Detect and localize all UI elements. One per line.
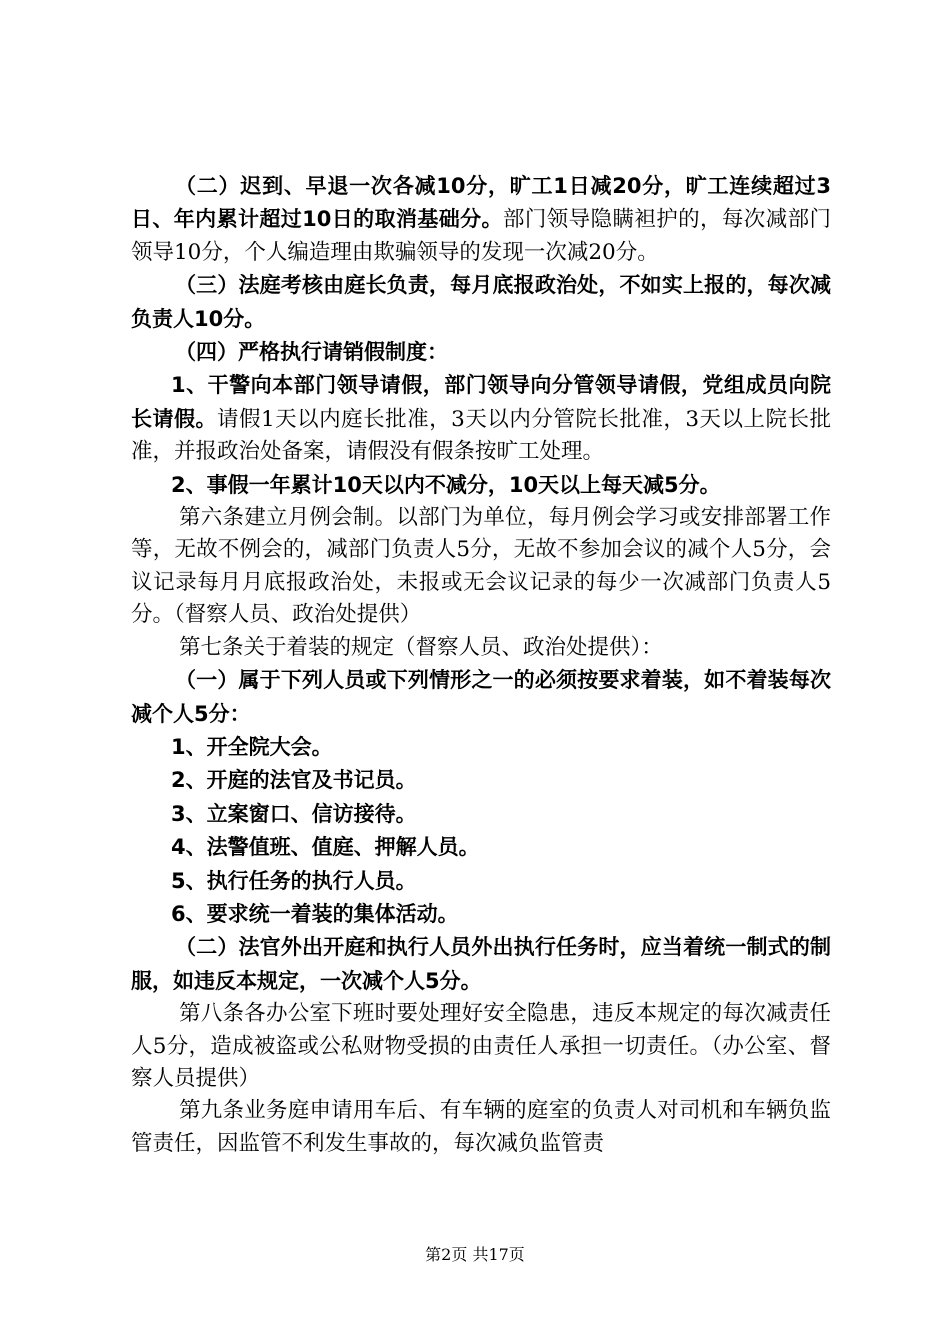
paragraph-late-absence: （二）迟到、早退一次各减10分，旷工1日减20分，旷工连续超过3日、年内累计超过10日的取消基础分。部门领导隐瞒袒护的，每次减部门领导10分，个人编造理由欺骗领导的发现一次减20分。 (131, 174, 831, 265)
page-footer: 第2页 共17页 (425, 1245, 525, 1264)
list-item: 6、要求统一着装的集体活动。 (171, 901, 459, 926)
paragraph-uniform-outside: （二）法官外出开庭和执行人员外出执行任务时，应当着统一制式的制服，如违反本规定，一次减个人5分。 (131, 935, 831, 993)
paragraph-article-9: 第九条业务庭申请用车后、有车辆的庭室的负责人对司机和车辆负监管责任，因监管不利发生事故的，每次减负监管责 (131, 1098, 831, 1156)
list-item: 5、执行任务的执行人员。 (171, 868, 417, 893)
paragraph-leave-system: （四）严格执行请销假制度： (175, 340, 448, 365)
paragraph-article-7: 第七条关于着装的规定（督察人员、政治处提供）： (179, 634, 663, 660)
list-item: 4、法警值班、值庭、押解人员。 (171, 835, 480, 860)
paragraph-uniform-required: （一）属于下列人员或下列情形之一的必须按要求着装，如不着装每次减个人5分： (131, 668, 831, 726)
list-item: 2、开庭的法官及书记员。 (171, 768, 417, 793)
list-item: 3、立案窗口、信访接待。 (171, 801, 417, 826)
paragraph-article-6: 第六条建立月例会制。以部门为单位，每月例会学习或安排部署工作等，无故不例会的，减部门负责人5分，无故不参加会议的减个人5分，会议记录每月月底报政治处，未报或无会议记录的每少一次减部门负责人5分。（督察人员、政治处提供） (131, 505, 831, 628)
list-item: 1、开全院大会。 (171, 734, 333, 759)
paragraph-article-8: 第八条各办公室下班时要处理好安全隐患，违反本规定的每次减责任人5分，造成被盗或公私财物受损的由责任人承担一切责任。（办公室、督察人员提供） (131, 1001, 831, 1091)
paragraph-court-assessment: （三）法庭考核由庭长负责，每月底报政治处，不如实上报的，每次减负责人10分。 (131, 273, 831, 331)
document-body (131, 170, 831, 1160)
paragraph-leave-request: 1、干警向本部门领导请假，部门领导向分管领导请假，党组成员向院长请假。请假1天以内庭长批准，3天以内分管院长批准，3天以上院长批准，并报政治处备案，请假没有假条按旷工处理。 (131, 373, 831, 465)
paragraph-personal-leave: 2、事假一年累计10天以内不减分，10天以上每天减5分。 (171, 472, 721, 497)
